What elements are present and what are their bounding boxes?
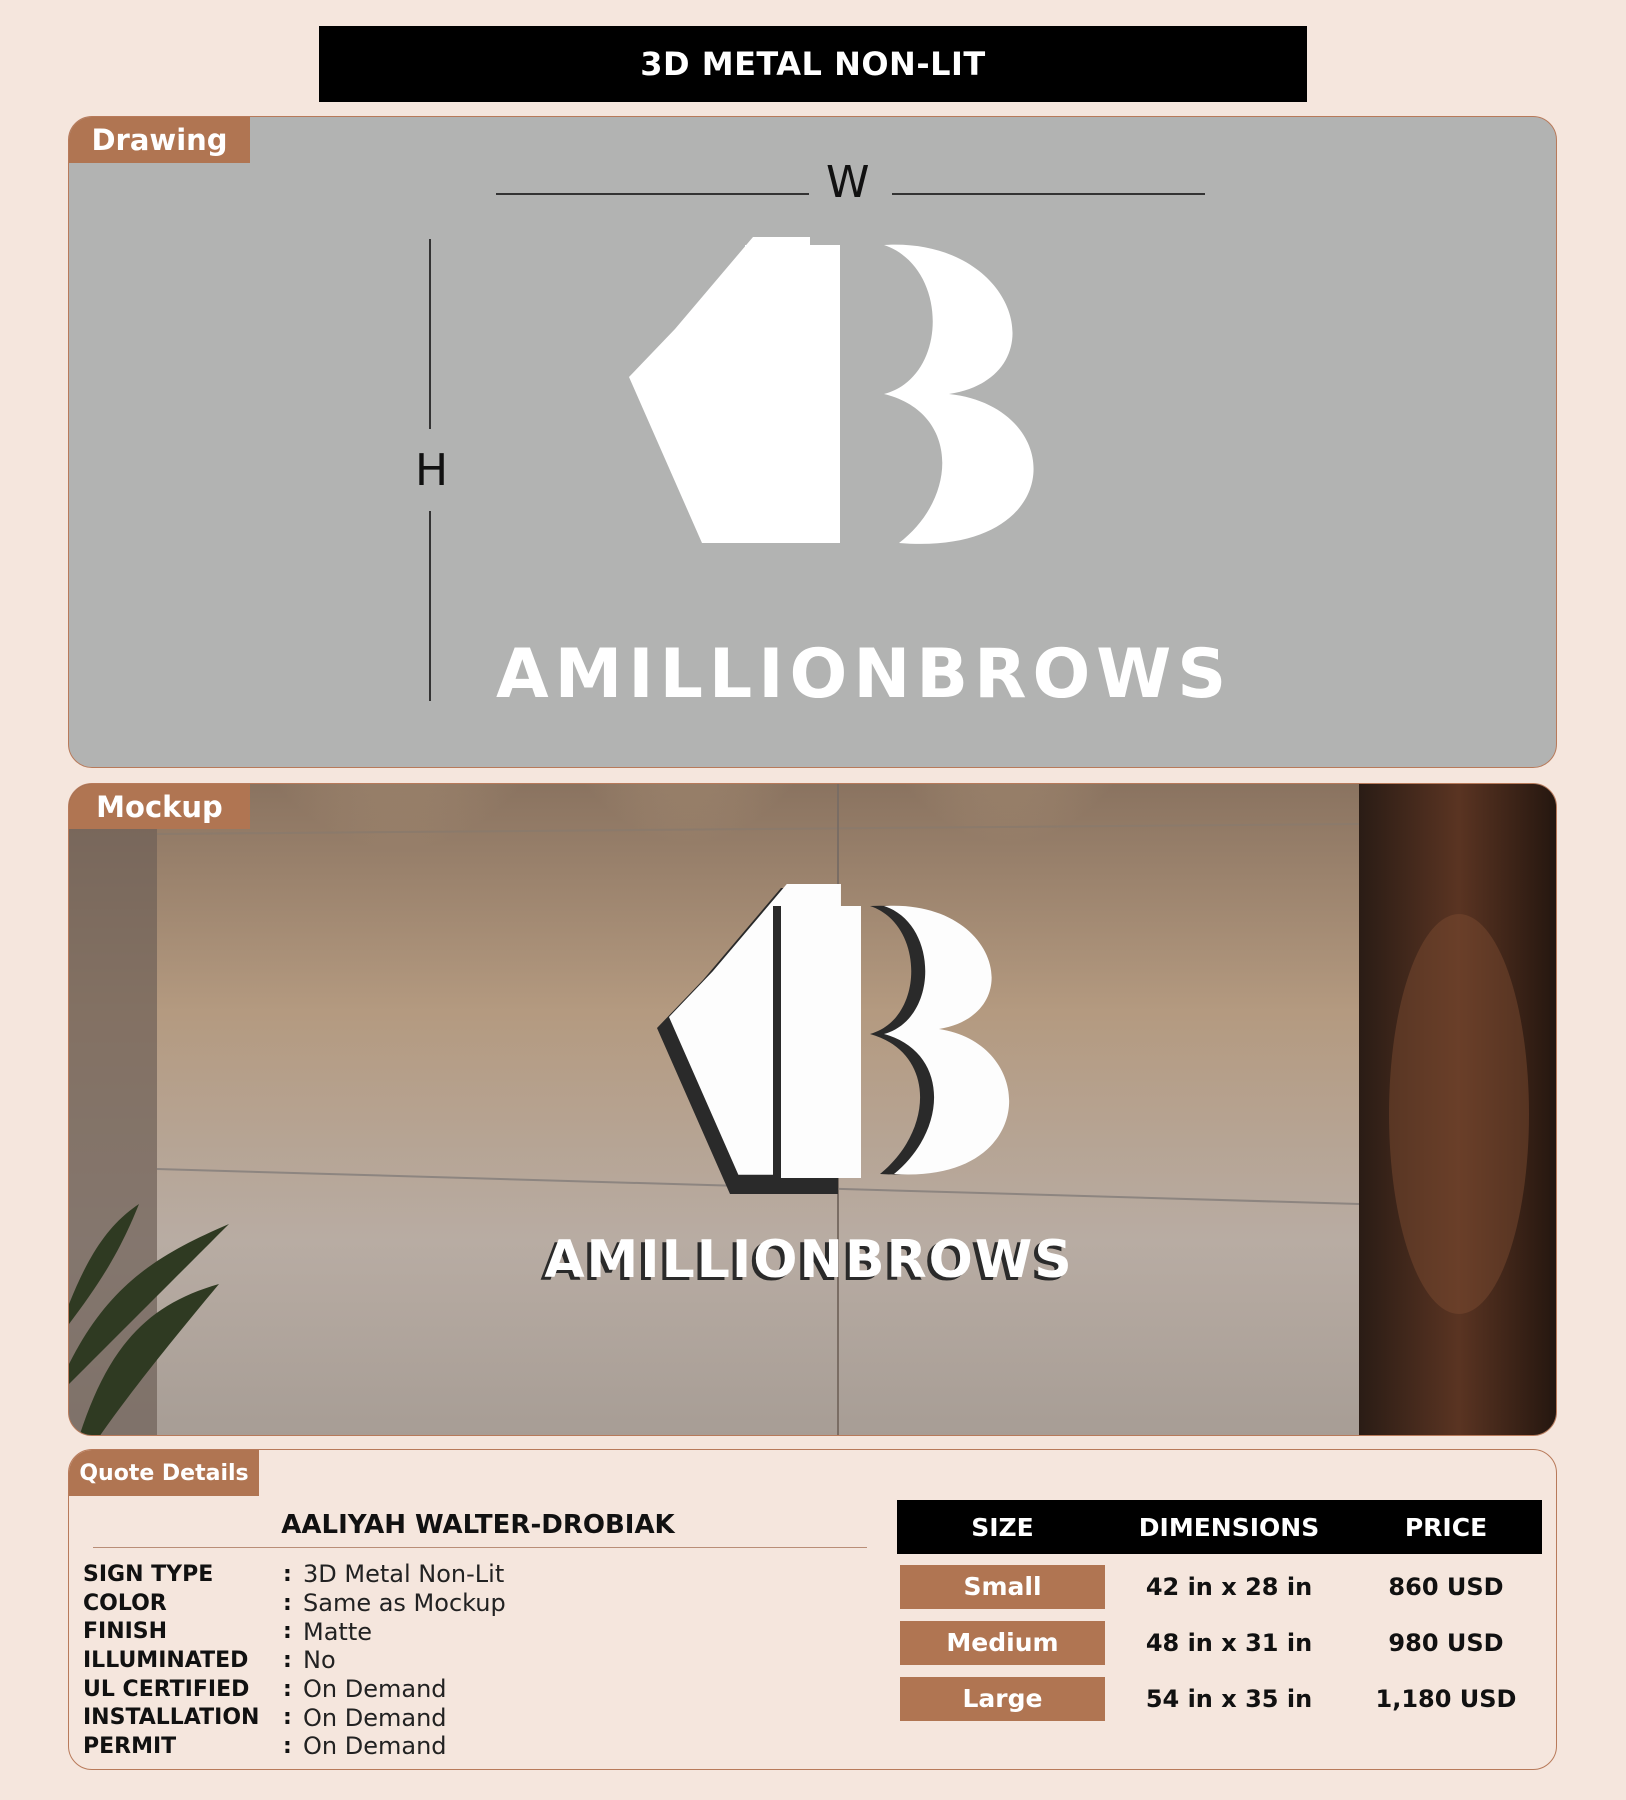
quote-tab-label: Quote Details [69,1450,259,1496]
table-row [897,1675,1542,1722]
spec-row-color: COLOR : Same as Mockup [83,1589,506,1618]
width-dimension-line-right [892,193,1205,195]
mockup-tab-label: Mockup [69,784,250,829]
dimensions-cell: 54 in x 35 in [1145,1684,1313,1713]
header-price: PRICE [1404,1512,1488,1542]
logo-monogram-icon [629,237,1159,567]
size-price-table [897,1500,1542,1722]
width-marker: W [826,157,870,208]
table-header [897,1500,1542,1554]
dimensions-cell: 48 in x 31 in [1145,1628,1313,1657]
size-small-label: Small [900,1565,1105,1609]
spec-row-illuminated: ILLUMINATED : No [83,1646,336,1675]
page-title: 3D METAL NON-LIT [319,26,1307,102]
quote-details-panel [68,1449,1557,1770]
table-row [897,1563,1542,1610]
spec-row-installation: INSTALLATION : On Demand [83,1703,447,1732]
client-name-divider [93,1547,867,1548]
drawing-tab-label: Drawing [69,117,250,163]
drawing-panel [68,116,1557,768]
dimensions-cell: 42 in x 28 in [1145,1572,1313,1601]
width-dimension-line-left [496,193,809,195]
mockup-scene-image [69,784,1557,1436]
header-size: SIZE [971,1512,1034,1542]
spec-row-sign-type: SIGN TYPE : 3D Metal Non-Lit [83,1560,505,1589]
mockup-logo-text: AMILLIONBROWS [544,1230,1074,1290]
spec-row-permit: PERMIT : On Demand [83,1732,447,1761]
height-marker: H [415,445,449,496]
price-cell: 860 USD [1388,1572,1504,1601]
spec-row-finish: FINISH : Matte [83,1617,372,1646]
spec-row-ul-certified: UL CERTIFIED : On Demand [83,1675,447,1704]
height-dimension-line-bottom [429,511,431,701]
size-medium-label: Medium [900,1621,1105,1665]
spec-list [83,1560,506,1761]
table-row [897,1619,1542,1666]
price-cell: 980 USD [1388,1628,1504,1657]
mockup-panel [68,783,1557,1436]
header-dimensions: DIMENSIONS [1138,1512,1320,1542]
size-large-label: Large [900,1677,1105,1721]
price-cell: 1,180 USD [1375,1684,1517,1713]
client-name: AALIYAH WALTER-DROBIAK [281,1510,675,1540]
drawing-logo-text: AMILLIONBROWS [496,635,1233,714]
height-dimension-line-top [429,239,431,429]
